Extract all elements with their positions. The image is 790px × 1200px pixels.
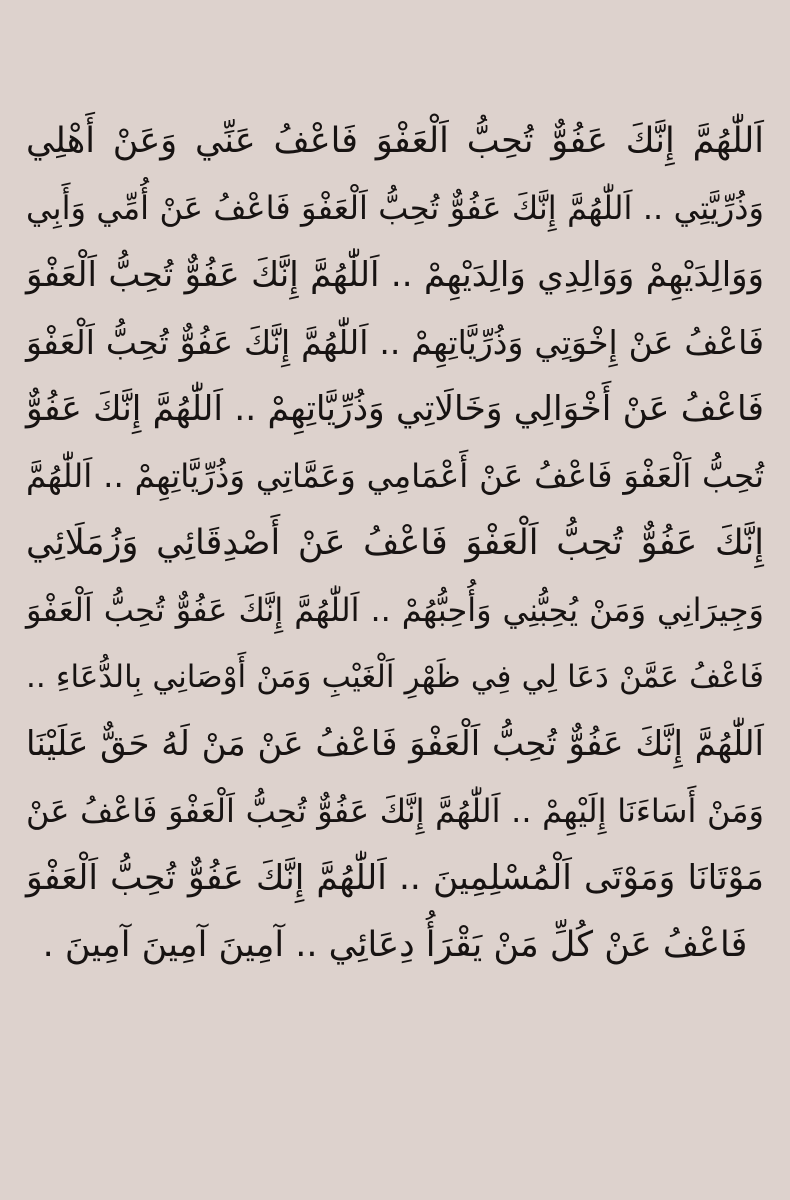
prayer-line-12: مَوْتَانَا وَمَوْتَى اَلْمُسْلِمِينَ .. اَللّٰهُمَّ إِنَّكَ عَفُوٌّ تُحِبُّ اَلْعَفْوَ xyxy=(26,858,764,898)
prayer-line-7: إِنَّكَ عَفُوٌّ تُحِبُّ اَلْعَفْوَ فَاعْفُ عَنْ أَصْدِقَائِي وَزُمَلَائِي xyxy=(26,523,764,563)
prayer-line-6: تُحِبُّ اَلْعَفْوَ فَاعْفُ عَنْ أَعْمَامِي وَعَمَّاتِي وَذُرِّيَّاتِهِمْ .. اَللّٰهُمَّ xyxy=(26,457,764,495)
prayer-line-1: اَللّٰهُمَّ إِنَّكَ عَفُوٌّ تُحِبُّ اَلْعَفْوَ فَاعْفُ عَنِّي وَعَنْ أَهْلِي xyxy=(26,121,764,161)
prayer-line-8: وَجِيرَانِي وَمَنْ يُحِبُّنِي وَأُحِبُّهُمْ .. اَللّٰهُمَّ إِنَّكَ عَفُوٌّ تُحِبُّ اَلْعَفْوَ xyxy=(26,591,764,629)
prayer-text xyxy=(26,108,764,979)
prayer-line-9: فَاعْفُ عَمَّنْ دَعَا لِي فِي ظَهْرِ اَلْغَيْبِ وَمَنْ أَوْصَانِي بِالدُّعَاءِ .. xyxy=(26,659,764,695)
prayer-line-10: اَللّٰهُمَّ إِنَّكَ عَفُوٌّ تُحِبُّ اَلْعَفْوَ فَاعْفُ عَنْ مَنْ لَهُ حَقٌّ عَلَيْنَا xyxy=(26,724,764,764)
prayer-line-4: فَاعْفُ عَنْ إِخْوَتِي وَذُرِّيَّاتِهِمْ .. اَللّٰهُمَّ إِنَّكَ عَفُوٌّ تُحِبُّ اَلْعَفْوَ xyxy=(26,323,764,362)
prayer-line-11: وَمَنْ أَسَاءَنَا إِلَيْهِمْ .. اَللّٰهُمَّ إِنَّكَ عَفُوٌّ تُحِبُّ اَلْعَفْوَ فَاعْفُ عَنْ xyxy=(26,792,764,830)
prayer-line-13: فَاعْفُ عَنْ كُلِّ مَنْ يَقْرَأُ دِعَائِي .. آمِينَ آمِينَ آمِينَ . xyxy=(42,925,748,965)
prayer-line-3: وَوَالِدَيْهِمْ وَوَالِدِي وَالِدَيْهِمْ .. اَللّٰهُمَّ إِنَّكَ عَفُوٌّ تُحِبُّ اَلْعَفْوَ xyxy=(26,255,764,295)
prayer-line-2: وَذُرِّيَّتِي .. اَللّٰهُمَّ إِنَّكَ عَفُوٌّ تُحِبُّ اَلْعَفْوَ فَاعْفُ عَنْ أُمِّي وَأَبِي xyxy=(26,189,764,227)
prayer-line-5: فَاعْفُ عَنْ أَخْوَالِي وَخَالَاتِي وَذُرِّيَّاتِهِمْ .. اَللّٰهُمَّ إِنَّكَ عَفُوٌّ xyxy=(26,389,764,429)
